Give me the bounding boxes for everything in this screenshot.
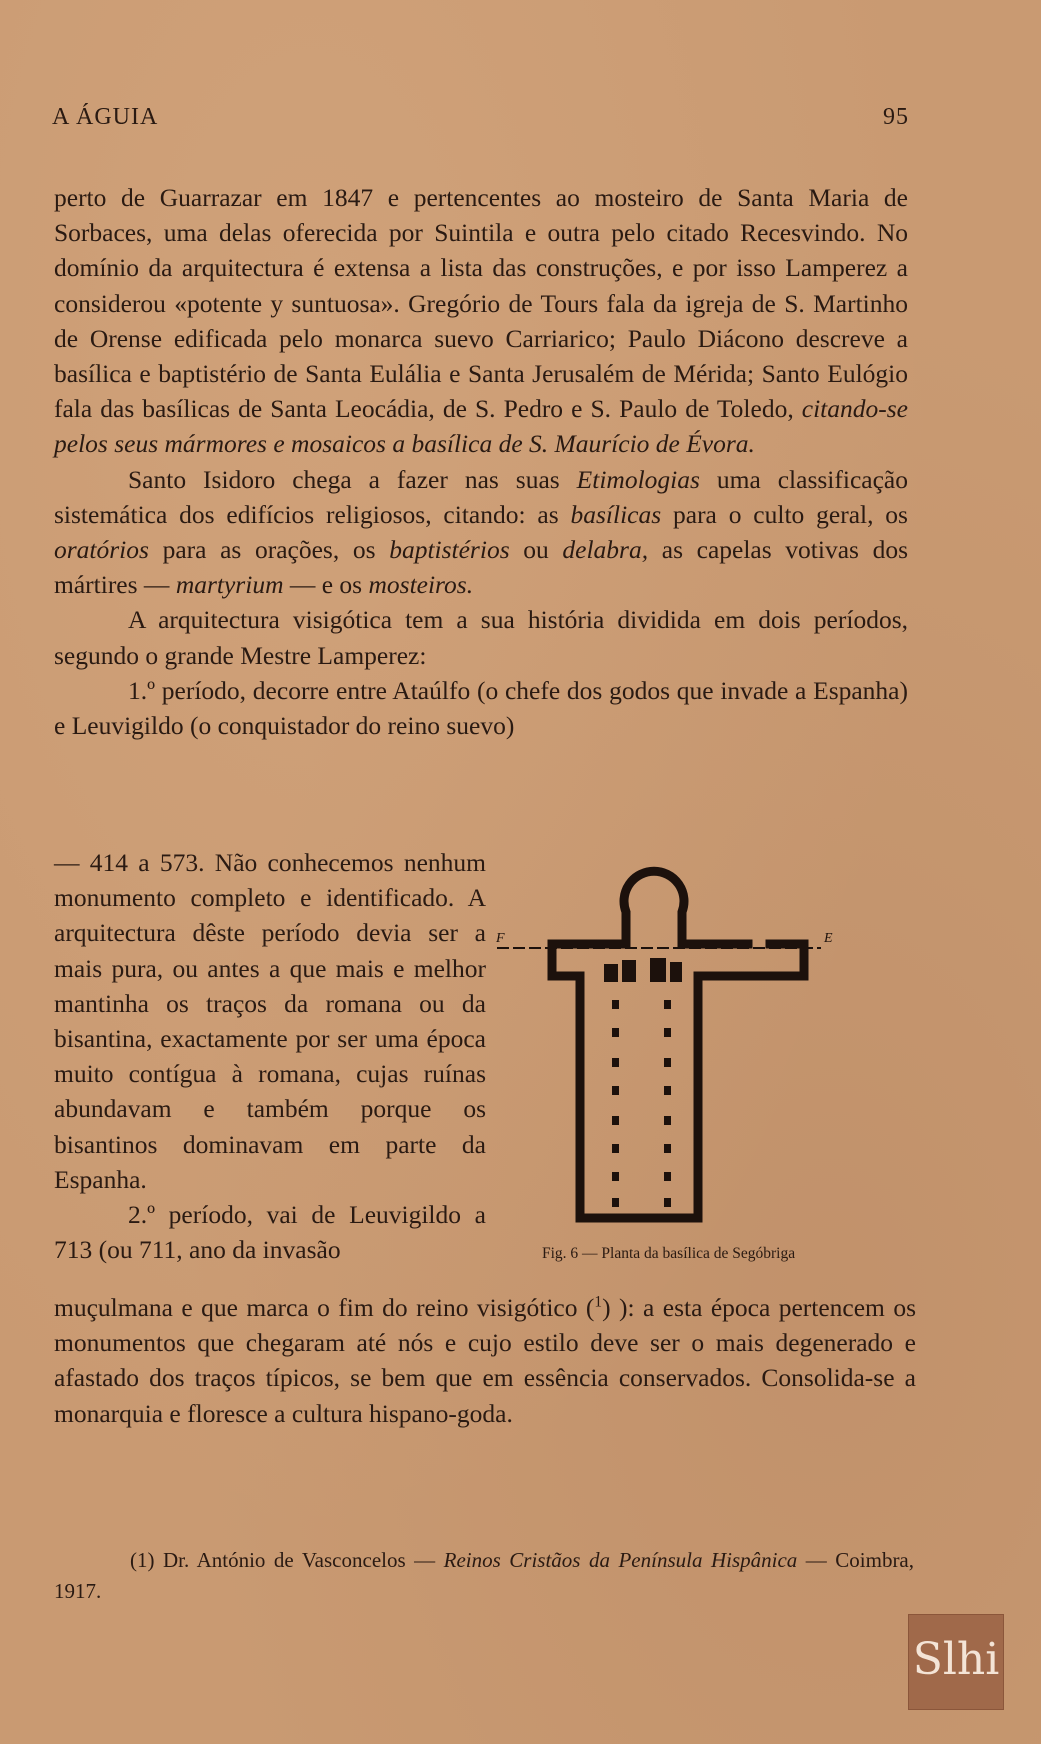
p2-seg-italic: delabra, (562, 535, 649, 565)
basilica-plan-figure (496, 872, 920, 1272)
p2-seg-italic: Etimologias (576, 464, 700, 494)
paragraph-4: 1.º período, decorre entre Ataúlfo (o chefe dos godos que invade a Espanha) e Leuvigildo (o conquistador do reino suevo) (54, 675, 908, 741)
body-text-wrap (54, 845, 486, 1267)
p2-seg: Santo Isidoro chega a fazer nas suas (128, 464, 577, 494)
basilica-plan-drawing (496, 872, 920, 1232)
apse-wall (624, 871, 684, 944)
body-text-top (54, 180, 908, 743)
p5-end-text: ) ): a esta época pertencem os monumentos que chegaram até nós e cujo estilo deve ser o mais degenerado e afastado dos traços típicos, se bem que em essência conservados. Consolida-se a monarquia e floresce a cultura hispano-goda. (54, 1293, 916, 1428)
p2-seg-italic: baptistérios (389, 535, 510, 565)
footnote-work: Reinos Cristãos da Península Hispânica (443, 1548, 798, 1572)
footnote-reference: 1 (594, 1293, 603, 1311)
p2-seg-italic: mosteiros. (368, 570, 474, 600)
plan-label-right: E (824, 931, 833, 946)
nave-wall (580, 976, 698, 1218)
p2-seg: para as orações, os (148, 535, 390, 565)
footnote (54, 1545, 914, 1607)
p2-seg-italic: oratórios (54, 535, 149, 565)
nave-columns (612, 1000, 671, 1207)
plan-label-left: F (496, 931, 505, 946)
body-text-bottom (54, 1290, 916, 1431)
paragraph-4-continued: — 414 a 573. Não conhecemos nenhum monumento completo e identificado. A arquitectura dêste período devia ser a mais pura, ou antes a que mais e melhor mantinha os traços da romana ou da bisantina, exactamente por ser uma época muito contígua à romana, cujas ruínas abundavam e também porque os bisantinos dominavam em parte da Espanha. (54, 848, 486, 1194)
p2-seg-italic: martyrium (175, 570, 284, 600)
p2-seg: ou (509, 535, 563, 565)
paragraph-3: A arquitectura visigótica tem a sua história dividida em dois períodos, segundo o grande Mestre Lamperez: (54, 605, 908, 670)
journal-title: A ÁGUIA (52, 104, 159, 130)
paragraph-5-continued (54, 1290, 916, 1431)
library-logo-text: Slhi (912, 1634, 1000, 1685)
paragraph-2 (54, 462, 908, 603)
p2-seg: as capelas votivas dos mártires — (54, 535, 909, 600)
p2-seg: uma classificação sistemática dos edifícios religiosos, citando: as (54, 464, 908, 529)
footnote-author: Dr. António de Vasconcelos — (163, 1548, 444, 1572)
running-head (52, 104, 909, 136)
page-number: 95 (883, 104, 909, 130)
figure-caption: Fig. 6 — Planta da basílica de Segóbriga (542, 1245, 796, 1262)
transept-chancel (604, 958, 682, 982)
paragraph-1-text: perto de Guarrazar em 1847 e pertencentes ao mosteiro de Santa Maria de Sorbaces, uma delas oferecida por Suintila e outra pelo citado Recesvindo. No domínio da arquitectura é extensa a lista das construções, e por isso Lamperez a considerou «potente y suntuosa». Gregório de Tours fala da igreja de S. Martinho de Orense edificada pelo monarca suevo Carriarico; Paulo Diácono descreve a basílica e baptistério de Santa Eulália e Santa Jerusalém de Mérida; Santo Eulógio fala das basílicas de Santa Leocádia, de S. Pedro e S. Paulo de Toledo, (54, 183, 908, 424)
footnote-marker: (1) (130, 1548, 155, 1572)
paragraph-5: 2.º período, vai de Leuvigildo a 713 (ou 711, ano da invasão (54, 1200, 486, 1265)
paragraph-1 (54, 180, 908, 462)
p5-cont-text: muçulmana e que marca o fim do reino visigótico ( (54, 1293, 595, 1322)
p2-seg-italic: basílicas (570, 499, 662, 529)
footnote-rest: — Coimbra, 1917. (54, 1548, 915, 1603)
p2-seg: — e os (283, 570, 369, 600)
paragraph-1-italic: citando-se pelos seus mármores e mosaicos a basílica de S. Maurício de Évora. (54, 394, 908, 459)
library-logo (908, 1614, 1004, 1710)
p2-seg: para o culto geral, os (661, 499, 908, 529)
